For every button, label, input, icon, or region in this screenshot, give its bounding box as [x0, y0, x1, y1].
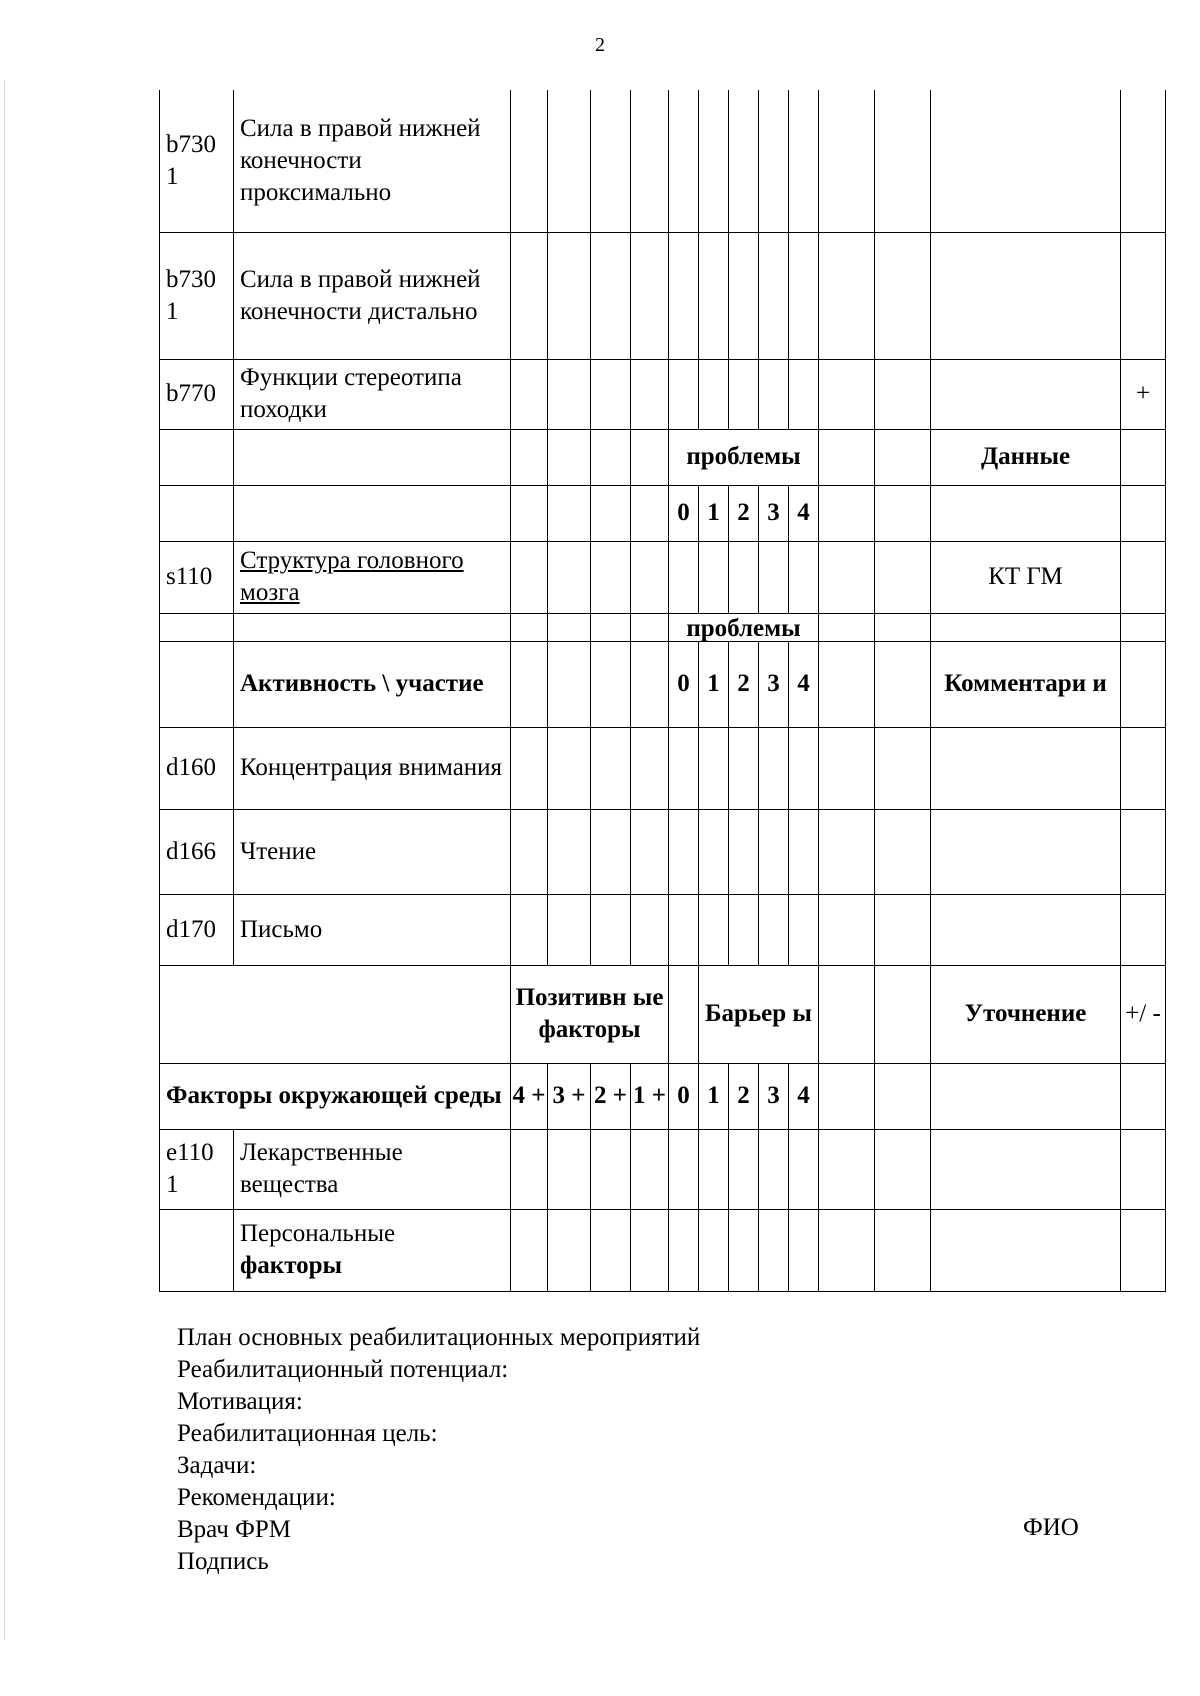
barrier-2: 2 [729, 1063, 759, 1129]
rehab-potential-line: Реабилитационный потенциал: [177, 1356, 509, 1383]
name-cell: Концентрация внимания [234, 727, 511, 809]
scale-0: 0 [669, 641, 699, 727]
table-row-s110 [160, 541, 1166, 613]
table-row-scale [160, 485, 1166, 541]
page-number: 2 [595, 34, 605, 56]
signature-line: Подпись [177, 1548, 269, 1575]
table-row-b7301-dist [160, 232, 1166, 359]
scale-4: 4 [789, 641, 819, 727]
fio-label: ФИО [1023, 1514, 1079, 1541]
barriers-header: Барьер ы [699, 965, 819, 1063]
table-row-structures-header [160, 429, 1166, 485]
positive-4: 4 + [511, 1063, 548, 1129]
scale-3: 3 [759, 641, 789, 727]
positive-factors-header: Позитивн ые факторы [511, 965, 669, 1063]
table-row-d166 [160, 809, 1166, 894]
code-cell: b730 1 [160, 232, 234, 359]
plus-mark: + [1121, 359, 1166, 429]
code-cell: s110 [160, 541, 234, 613]
env-factors-title: Факторы окружающей среды [160, 1063, 511, 1129]
data-cell: КТ ГМ [931, 541, 1121, 613]
table-row-personal [160, 1209, 1166, 1291]
table-row-b7301-prox [160, 90, 1166, 232]
table-row-d170 [160, 894, 1166, 965]
code-cell: d170 [160, 894, 234, 965]
problems-header: проблемы [669, 429, 819, 485]
name-cell: Лекарственные вещества [234, 1129, 511, 1209]
code-cell: d166 [160, 809, 234, 894]
name-cell: Сила в правой нижней конечности дистально [234, 232, 511, 359]
rehab-plan-line: План основных реабилитационных мероприятий [177, 1324, 701, 1351]
doctor-line: Врач ФРМ [177, 1516, 291, 1543]
positive-2: 2 + [591, 1063, 631, 1129]
barrier-4: 4 [789, 1063, 819, 1129]
scale-3: 3 [759, 485, 789, 541]
icf-table [159, 90, 1166, 1292]
data-header: Данные [931, 429, 1121, 485]
plus-minus-header: +/ - [1121, 965, 1166, 1063]
motivation-line: Мотивация: [177, 1388, 303, 1415]
positive-3: 3 + [548, 1063, 591, 1129]
name-cell: Письмо [234, 894, 511, 965]
positive-1: 1 + [631, 1063, 669, 1129]
barrier-3: 3 [759, 1063, 789, 1129]
name-cell: Структура головного мозга [234, 541, 511, 613]
name-cell: Персональные факторы [234, 1209, 511, 1291]
table-row-env-scale [160, 1063, 1166, 1129]
table-row-activity-header [160, 641, 1166, 727]
scale-4: 4 [789, 485, 819, 541]
problems-header: проблемы [669, 613, 819, 641]
clarification-header: Уточнение [931, 965, 1121, 1063]
code-cell: b730 1 [160, 90, 234, 232]
name-cell: Сила в правой нижней конечности проксимально [234, 90, 511, 232]
name-cell: Функции стереотипа походки [234, 359, 511, 429]
comments-header: Комментари и [931, 641, 1121, 727]
tasks-line: Задачи: [177, 1452, 257, 1479]
barrier-1: 1 [699, 1063, 729, 1129]
table-row-env-header [160, 965, 1166, 1063]
activity-title: Активность \ участие [234, 641, 511, 727]
name-cell: Чтение [234, 809, 511, 894]
footer-block [177, 1322, 700, 1578]
barrier-0: 0 [669, 1063, 699, 1129]
recommendations-line: Рекомендации: [177, 1484, 336, 1511]
code-cell: b770 [160, 359, 234, 429]
code-cell: d160 [160, 727, 234, 809]
scan-edge [4, 80, 5, 1640]
table-row-d160 [160, 727, 1166, 809]
code-cell: e110 1 [160, 1129, 234, 1209]
scale-0: 0 [669, 485, 699, 541]
scale-2: 2 [729, 485, 759, 541]
table-row-activity-problems [160, 613, 1166, 641]
scale-1: 1 [699, 641, 729, 727]
rehab-goal-line: Реабилитационная цель: [177, 1420, 438, 1447]
table-row-e1101 [160, 1129, 1166, 1209]
table-row-b770 [160, 359, 1166, 429]
scale-2: 2 [729, 641, 759, 727]
scale-1: 1 [699, 485, 729, 541]
